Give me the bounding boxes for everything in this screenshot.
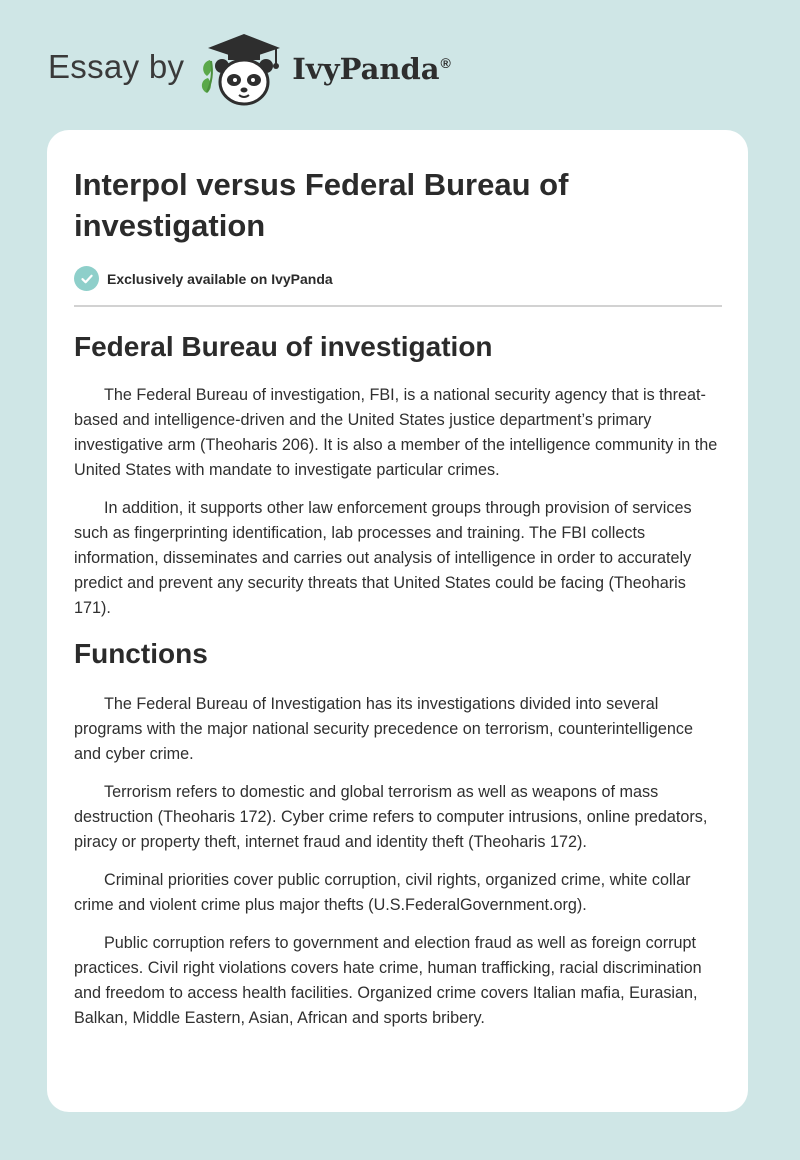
section-heading-functions: Functions [74,638,208,669]
section-heading-fbi: Federal Bureau of investigation [74,331,493,362]
brand-header[interactable] [48,30,451,110]
paragraph: Public corruption refers to government and election fraud as well as foreign corrupt practices. Civil right violations covers hate crime, human trafficking, racial discrimination and freedom to access health facilities. Organized crime covers Italian mafia, Eurasian, Balkan, Middle Eastern, Asian, African and sports bribery. [74,934,702,1027]
paragraph: Criminal priorities cover public corruption, civil rights, organized crime, white collar crime and violent crime plus major thefts (U.S.FederalGovernment.org). [74,871,691,914]
page-title: Interpol versus Federal Bureau of investigation [74,167,569,243]
paragraph: The Federal Bureau of Investigation has its investigations divided into several programs with the major national security precedence on terrorism, counterintelligence and cyber crime. [74,695,694,763]
paragraph: The Federal Bureau of investigation, FBI, is a national security agency that is threat-based and intelligence-driven and the United States justice department’s primary investigative arm (Theoharis 206). It is also a member of the intelligence community in the United States with mandate to investigate particular crimes. [74,386,718,479]
panda-logo-icon [198,30,290,110]
brand-name-text: IvyPanda [292,52,440,86]
document-card [47,130,748,1112]
check-icon [74,266,99,291]
brand-name [292,52,451,86]
paragraph: In addition, it supports other law enforcement groups through provision of services such as fingerprinting identification, lab processes and training. The FBI collects information, disseminates and carries out analysis of intelligence in order to accurately predict and prevent any security threats that United States could be facing (Theoharis 171). [74,499,692,617]
registered-mark: ® [440,55,451,72]
brand-prefix: Essay by [48,48,185,85]
paragraph: Terrorism refers to domestic and global terrorism as well as weapons of mass destruction (Theoharis 172). Cyber crime refers to computer intrusions, online predators, piracy or property theft, internet fraud and identity theft (Theoharis 172). [74,783,708,851]
exclusive-label: Exclusively available on IvyPanda [107,270,333,287]
exclusive-notice [74,266,722,307]
